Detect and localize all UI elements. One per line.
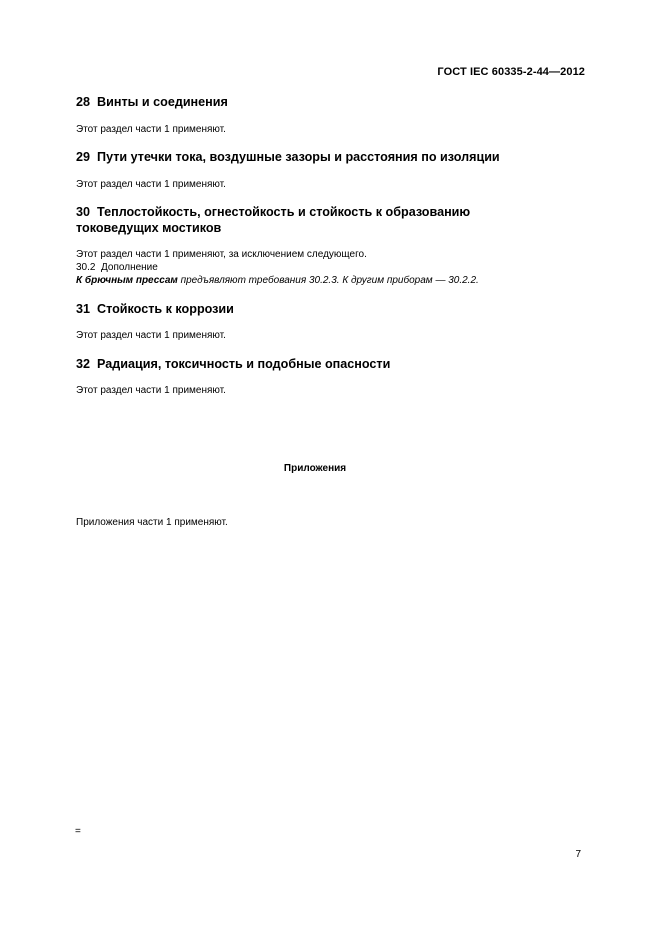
section-28-heading: [76, 94, 576, 110]
subsection-30-2: [76, 261, 586, 274]
section-30-heading: [76, 204, 576, 236]
note-text: предъявляют требования 30.2.3. К другим приборам — 30.2.2.: [177, 275, 479, 286]
section-31-heading: [76, 301, 576, 317]
section-30-title-line1: [76, 204, 576, 220]
section-number: 30: [76, 205, 91, 219]
page-number: 7: [575, 849, 581, 860]
annex-title: Приложения: [283, 463, 347, 474]
section-30-text: Этот раздел части 1 применяют, за исключением следующего.: [76, 249, 367, 260]
section-number: 28: [76, 95, 91, 109]
section-title: Винты и соединения: [97, 95, 228, 109]
subsection-number: 30.2: [76, 262, 96, 273]
subsection-30-2-note: [76, 274, 586, 287]
section-number: 31: [76, 302, 91, 316]
section-32-text: Этот раздел части 1 применяют.: [76, 385, 226, 396]
subsection-title: Дополнение: [101, 262, 158, 273]
note-emphasis: К брючным прессам: [76, 275, 178, 286]
section-title: Теплостойкость, огнестойкость и стойкость к образованию: [97, 205, 471, 219]
section-30-title-line2: токоведущих мостиков: [76, 221, 222, 235]
section-32-heading: [76, 356, 576, 372]
section-28-text: Этот раздел части 1 применяют.: [76, 124, 226, 135]
section-number: 29: [76, 150, 91, 164]
section-title: Стойкость к коррозии: [97, 302, 234, 316]
section-29-text: Этот раздел части 1 применяют.: [76, 179, 226, 190]
annex-text: Приложения части 1 применяют.: [76, 517, 228, 528]
section-title: Радиация, токсичность и подобные опасности: [97, 357, 391, 371]
section-number: 32: [76, 357, 91, 371]
section-31-text: Этот раздел части 1 применяют.: [76, 330, 226, 341]
section-title: Пути утечки тока, воздушные зазоры и расстояния по изоляции: [97, 150, 500, 164]
footer-mark: =: [75, 826, 81, 837]
document-code: ГОСТ IEC 60335-2-44—2012: [437, 66, 585, 78]
section-29-heading: [76, 149, 576, 165]
section-30-body: [76, 248, 586, 287]
